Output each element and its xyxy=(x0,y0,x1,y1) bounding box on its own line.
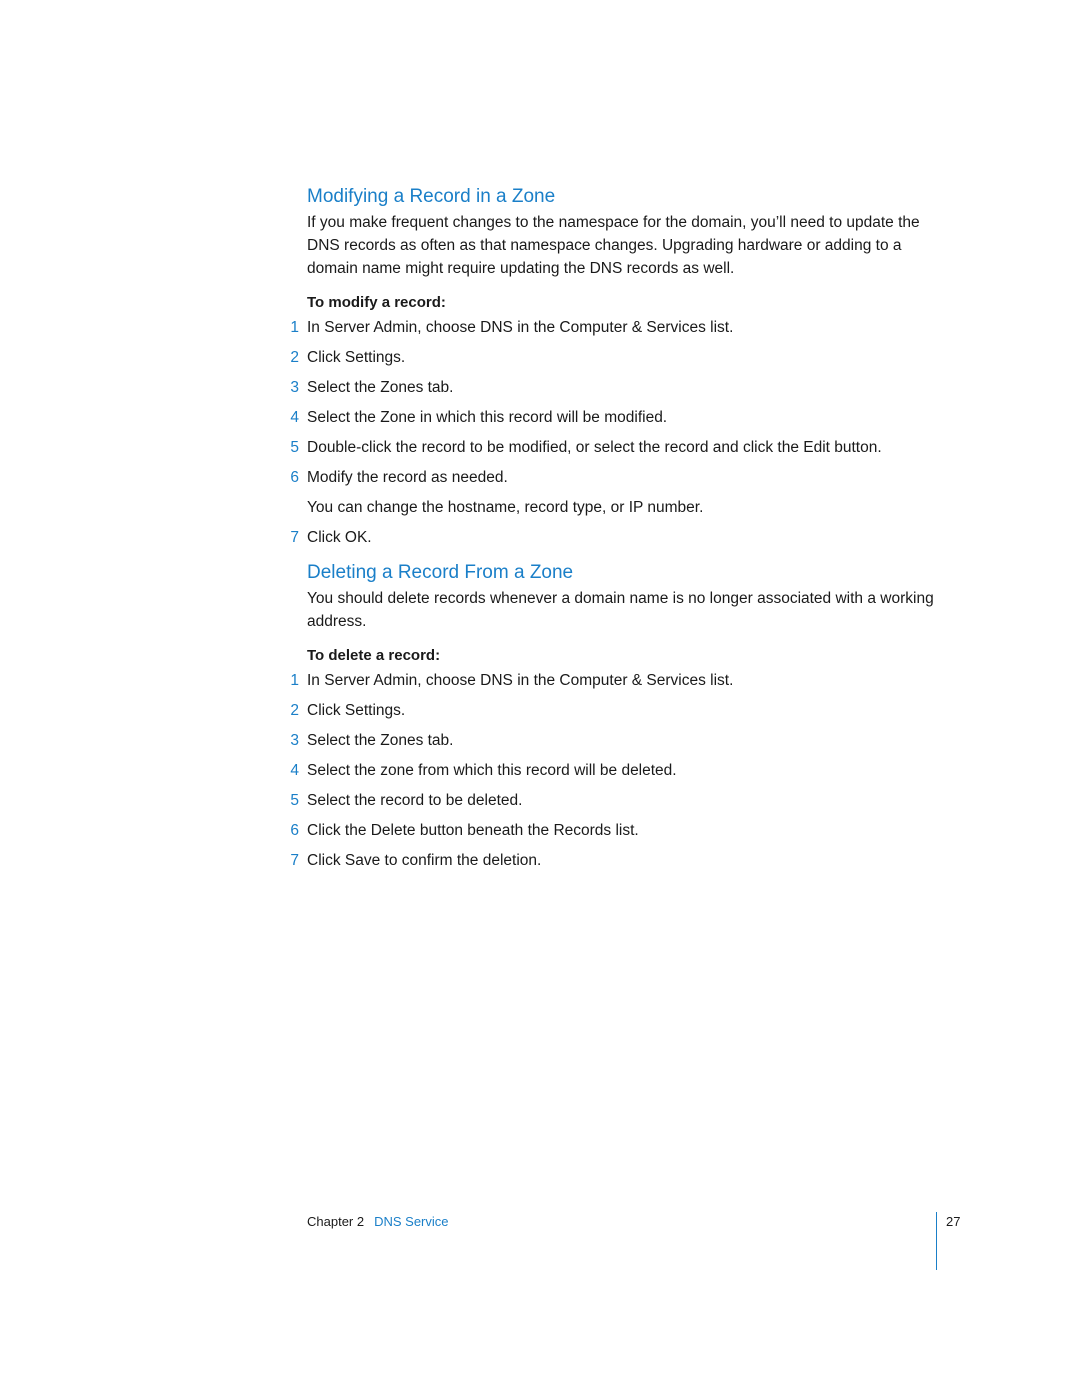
step-number: 1 xyxy=(290,319,299,336)
step-number: 3 xyxy=(290,732,299,749)
step-text: Select the Zones tab. xyxy=(307,732,454,749)
step-note: You can change the hostname, record type, or IP number. xyxy=(307,499,704,516)
steps-list-delete xyxy=(290,669,947,872)
step-number: 5 xyxy=(290,439,299,456)
step-text: Select the zone from which this record will be deleted. xyxy=(307,762,677,779)
step-number: 2 xyxy=(290,702,299,719)
section-heading-delete: Deleting a Record From a Zone xyxy=(307,562,574,583)
list-item xyxy=(290,729,947,752)
list-item xyxy=(290,466,947,519)
list-item xyxy=(290,849,947,872)
step-text: Click the Delete button beneath the Records list. xyxy=(307,822,639,839)
step-text: In Server Admin, choose DNS in the Computer & Services list. xyxy=(307,319,734,336)
step-number: 7 xyxy=(290,852,299,869)
step-number: 6 xyxy=(290,469,299,486)
page-number: 27 xyxy=(946,1214,961,1229)
step-number: 1 xyxy=(290,672,299,689)
step-text: Select the Zones tab. xyxy=(307,379,454,396)
step-text: Select the Zone in which this record will be modified. xyxy=(307,409,668,426)
step-text: Select the record to be deleted. xyxy=(307,792,523,809)
step-text: Click Settings. xyxy=(307,702,406,719)
step-number: 7 xyxy=(290,529,299,546)
footer-chapter xyxy=(307,1214,449,1229)
list-item xyxy=(290,669,947,692)
list-item xyxy=(290,789,947,812)
step-text: Click Save to confirm the deletion. xyxy=(307,852,542,869)
step-text: Double-click the record to be modified, or select the record and click the Edit button. xyxy=(307,439,882,456)
section-intro-modify: If you make frequent changes to the namespace for the domain, you’ll need to update the DNS records as often as that namespace changes. Upgrading hardware or adding to a domain name might require updating the DNS records as well. xyxy=(307,214,920,277)
step-number: 6 xyxy=(290,822,299,839)
footer-divider xyxy=(936,1212,937,1270)
list-item xyxy=(290,526,947,549)
section-heading-modify: Modifying a Record in a Zone xyxy=(307,186,556,207)
step-number: 2 xyxy=(290,349,299,366)
section-intro-delete: You should delete records whenever a domain name is no longer associated with a working address. xyxy=(307,590,934,630)
step-text: Click Settings. xyxy=(307,349,406,366)
section-modify-record xyxy=(290,185,947,556)
list-item xyxy=(290,699,947,722)
section-delete-record xyxy=(290,561,947,879)
footer-chapter-label: Chapter 2 xyxy=(307,1214,365,1229)
list-item xyxy=(290,346,947,369)
step-number: 3 xyxy=(290,379,299,396)
task-label-modify: To modify a record: xyxy=(307,294,446,311)
list-item xyxy=(290,376,947,399)
steps-list-modify xyxy=(290,316,947,549)
footer-chapter-name: DNS Service xyxy=(374,1214,449,1229)
task-label-delete: To delete a record: xyxy=(307,647,441,664)
list-item xyxy=(290,406,947,429)
step-number: 4 xyxy=(290,409,299,426)
list-item xyxy=(290,316,947,339)
list-item xyxy=(290,436,947,459)
step-text: Modify the record as needed. xyxy=(307,469,508,486)
step-text: Click OK. xyxy=(307,529,372,546)
step-text: In Server Admin, choose DNS in the Computer & Services list. xyxy=(307,672,734,689)
step-number: 4 xyxy=(290,762,299,779)
list-item xyxy=(290,759,947,782)
step-number: 5 xyxy=(290,792,299,809)
list-item xyxy=(290,819,947,842)
